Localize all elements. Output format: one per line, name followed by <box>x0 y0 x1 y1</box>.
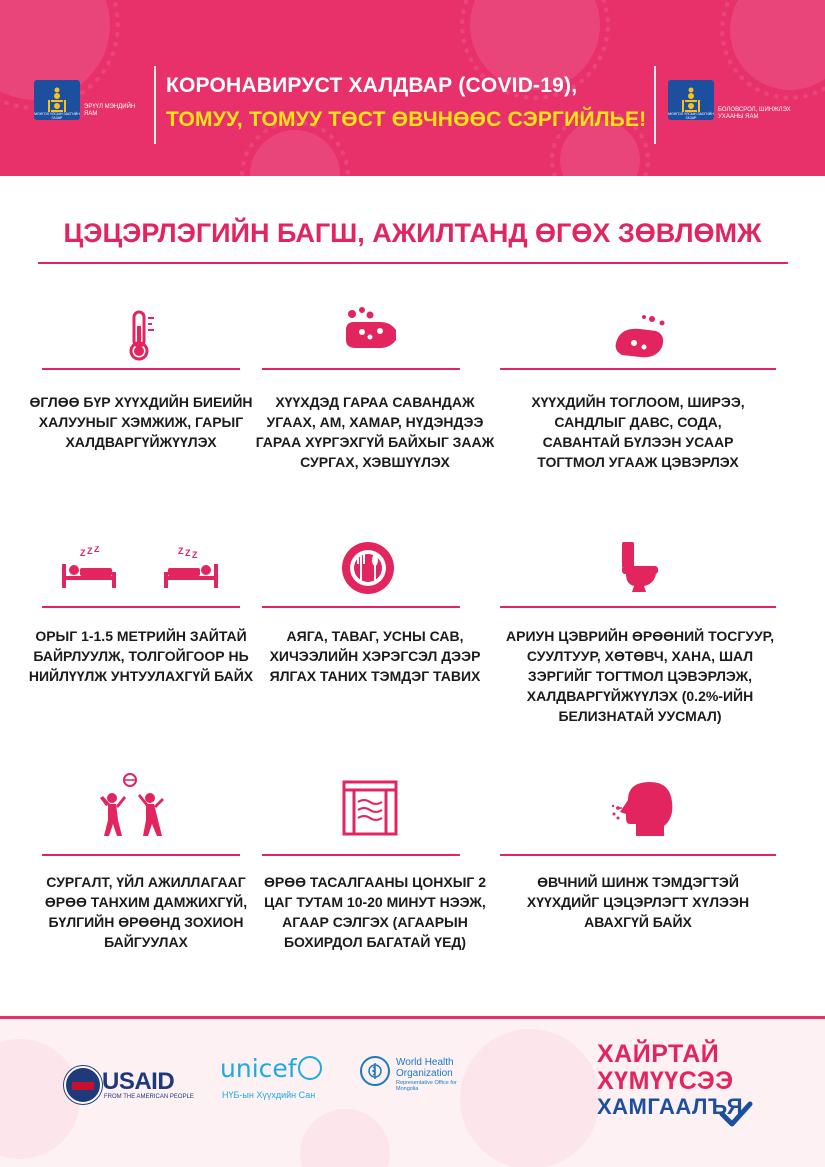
who-name-line2: Organization <box>396 1068 453 1079</box>
virus-decoration <box>460 1029 600 1167</box>
header-title-line2: ТОМУУ, ТОМУУ ТӨСТ ӨВЧНӨӨС СЭРГИЙЛЬЕ! <box>166 108 647 131</box>
header-divider <box>154 66 156 144</box>
usaid-seal-icon <box>64 1066 102 1104</box>
who-name-line1: World Health <box>396 1057 454 1068</box>
tip-divider <box>42 854 240 856</box>
tip-text: СУРГАЛТ, ҮЙЛ АЖИЛЛАГААГ ӨРӨӨ ТАНХИМ ДАМЖИХГҮЙ, БҮЛГИЙН ӨРӨӨНД ЗОХИОН БАЙГУУЛАХ <box>44 874 248 950</box>
usaid-logo: USAID <box>102 1068 175 1095</box>
emblem-caption: МОНГОЛ УЛСЫН ЗАСГИЙН ГАЗАР <box>34 112 80 120</box>
usaid-tagline: FROM THE AMERICAN PEOPLE <box>104 1094 194 1100</box>
unicef-globe-icon <box>298 1056 322 1080</box>
tip-text: ӨРӨӨ ТАСАЛГААНЫ ЦОНХЫГ 2 ЦАГ ТУТАМ 10-20 МИНУТ НЭЭЖ, АГААР СЭЛГЭХ (АГААРЫН БОХИРДОЛ БАГАТАЙ ҮЕД) <box>263 874 487 950</box>
tip-text: АРИУН ЦЭВРИЙН ӨРӨӨНИЙ ТОСГУУР, СУУЛТУУР, ХӨТӨВЧ, ХАНА, ШАЛ ЗЭРГИЙГ ТОГТМОЛ ЦЭВЭРЛЭЖ, ХАЛДВАРГҮЙЖҮҮЛЭХ (0.2%-ИЙН БЕЛИЗНАТАЙ УУСМАЛ) <box>506 628 774 724</box>
coughing-person-icon <box>612 778 676 838</box>
tip-text: ӨГЛӨӨ БҮР ХҮҮХДИЙН БИЕИЙН ХАЛУУНЫГ ХЭМЖИЖ, ГАРЫГ ХАЛДВАРГҮЙЖҮҮЛЭХ <box>29 394 253 450</box>
svg-text:Z: Z <box>87 546 93 556</box>
tip-divider <box>262 854 460 856</box>
title-underline <box>38 262 788 264</box>
tip-text: ӨВЧНИЙ ШИНЖ ТЭМДЭГТЭЙ ХҮҮХДИЙГ ЦЭЦЭРЛЭГТ ХҮЛЭЭН АВАХГҮЙ БАЙХ <box>526 874 750 930</box>
slogan-line1: ХАЙРТАЙ <box>597 1040 720 1068</box>
page-title: ЦЭЦЭРЛЭГИЙН БАГШ, АЖИЛТАНД ӨГӨХ ЗӨВЛӨМЖ <box>63 218 762 248</box>
tip-text: ХҮҮХДИЙН ТОГЛООМ, ШИРЭЭ, САНДЛЫГ ДАВС, СОДА, САВАНТАЙ БҮЛЭЭН УСААР ТОГТМОЛ УГААЖ ЦЭВЭРЛЭХ <box>531 394 745 470</box>
tip-divider <box>500 854 776 856</box>
tip-text: АЯГА, ТАВАГ, УСНЫ САВ, ХИЧЭЭЛИЙН ХЭРЭГСЭЛ ДЭЭР ЯЛГАХ ТАНИХ ТЭМДЭГ ТАВИХ <box>269 628 481 684</box>
tip-divider <box>500 368 776 370</box>
checkmark-icon <box>718 1100 754 1133</box>
svg-text:Z: Z <box>94 546 100 554</box>
thermometer-icon <box>122 308 162 362</box>
sleeping-beds-icon <box>60 546 220 590</box>
unicef-tagline: НҮБ-ын Хүүхдийн Сан <box>222 1090 316 1100</box>
cleaning-icon <box>612 313 670 361</box>
tip-text: ХҮҮХДЭД ГАРАА САВАНДАЖ УГААХ, АМ, ХАМАР, НҮДЭНДЭЭ ГАРАА ХҮРГЭХГҮЙ БАЙХЫГ ЗААЖ СУРГАХ, ХЭВШҮҮЛЭХ <box>255 394 495 470</box>
tip-divider <box>42 368 240 370</box>
slogan-line3: ХАМГААЛЪЯ <box>597 1094 744 1119</box>
children-playing-icon <box>100 772 166 842</box>
virus-decoration <box>730 0 825 90</box>
svg-text:Z: Z <box>178 546 184 556</box>
who-logo <box>396 1057 454 1079</box>
header-title-line1: КОРОНАВИРУСТ ХАЛДВАР (COVID-19), <box>166 74 578 97</box>
tip-divider <box>262 606 460 608</box>
header-divider <box>654 66 656 144</box>
emblem-caption: МОНГОЛ УЛСЫН ЗАСГИЙН ГАЗАР <box>668 112 714 120</box>
unicef-logo: unicef <box>220 1054 297 1083</box>
svg-text:Z: Z <box>192 550 198 560</box>
svg-text:Z: Z <box>80 548 86 558</box>
who-emblem-icon <box>360 1056 390 1086</box>
tip-divider <box>500 606 776 608</box>
window-ventilation-icon <box>340 778 400 838</box>
tip-text: ОРЫГ 1-1.5 МЕТРИЙН ЗАЙТАЙ БАЙРЛУУЛЖ, ТОЛГОЙГООР НЬ НИЙЛҮҮЛЖ УНТУУЛАХГҮЙ БАЙХ <box>28 628 254 684</box>
slogan-line2: ХҮМҮҮСЭЭ <box>597 1067 734 1095</box>
svg-text:Z: Z <box>185 548 191 558</box>
tip-divider <box>262 368 460 370</box>
education-ministry-label: БОЛОВСРОЛ, ШИНЖЛЭХ УХААНЫ ЯАМ <box>718 107 791 120</box>
hand-wash-icon <box>340 306 402 352</box>
toilet-icon <box>620 540 660 594</box>
virus-decoration <box>250 130 340 176</box>
virus-decoration <box>0 1039 80 1159</box>
tip-divider <box>42 606 240 608</box>
who-office-label: Representative Office for Mongolia <box>396 1080 457 1092</box>
virus-decoration <box>300 1109 390 1167</box>
plate-utensils-icon <box>340 540 396 596</box>
health-ministry-label: ЭРҮҮЛ МЭНДИЙН ЯАМ <box>84 104 136 117</box>
